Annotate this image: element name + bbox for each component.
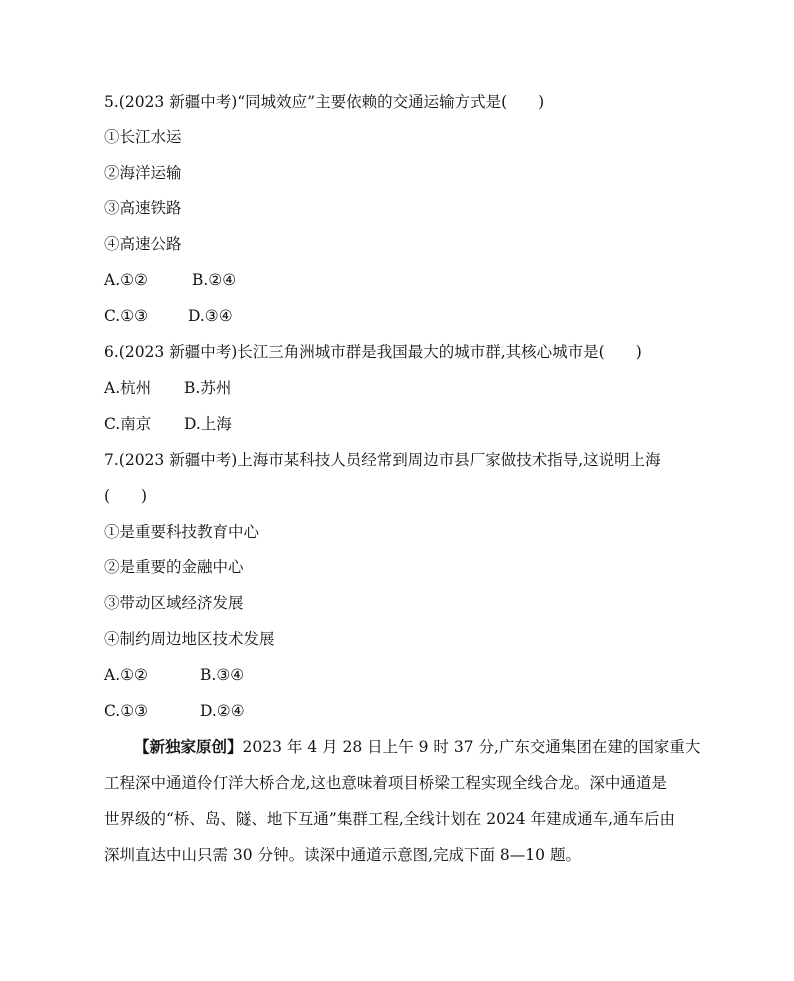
q7-option-c: C.①③ [104,702,149,720]
q5-item-4: ④高速公路 [104,235,182,253]
q7-option-d: D.②④ [200,702,245,720]
q6-option-b: B.苏州 [184,379,232,397]
q7-item-2: ②是重要的金融中心 [104,558,244,576]
q6-option-c: C.南京 [104,415,152,433]
q7-option-a: A.①② [104,666,148,684]
q5-option-c: C.①③ [104,307,149,325]
passage-line-2: 工程深中通道伶仃洋大桥合龙,这也意味着项目桥梁工程实现全线合龙。深中通道是 [104,774,667,792]
q6-option-d: D.上海 [184,415,232,433]
q5-item-2: ②海洋运输 [104,164,182,182]
passage-line-4: 深圳直达中山只需 30 分钟。读深中通道示意图,完成下面 8—10 题。 [104,846,581,864]
q5-item-3: ③高速铁路 [104,199,182,217]
q5-item-1: ①长江水运 [104,128,182,146]
passage-line-3: 世界级的“桥、岛、隧、地下互通”集群工程,全线计划在 2024 年建成通车,通车后由 [104,810,676,828]
q6-stem: 6.(2023 新疆中考)长江三角洲城市群是我国最大的城市群,其核心城市是( ) [104,343,642,361]
q5-option-a: A.①② [104,271,148,289]
q7-stem-continuation: ( ) [104,487,148,505]
reading-passage [104,729,701,873]
q7-item-1: ①是重要科技教育中心 [104,523,260,541]
q5-option-d: D.③④ [188,307,233,325]
q7-option-b: B.③④ [200,666,245,684]
passage-line-1-text: 2023 年 4 月 28 日上午 9 时 37 分,广东交通集团在建的国家重大 [242,738,701,756]
passage-line-1 [104,729,701,765]
q7-item-4: ④制约周边地区技术发展 [104,630,275,648]
q6-option-a: A.杭州 [104,379,152,397]
q7-item-3: ③带动区域经济发展 [104,594,244,612]
q7-stem: 7.(2023 新疆中考)上海市某科技人员经常到周边市县厂家做技术指导,这说明上海 [104,451,661,469]
passage-tag: 【新独家原创】 [134,737,243,756]
q5-option-b: B.②④ [192,271,237,289]
q5-stem: 5.(2023 新疆中考)“同城效应”主要依赖的交通运输方式是( ) [104,93,545,111]
